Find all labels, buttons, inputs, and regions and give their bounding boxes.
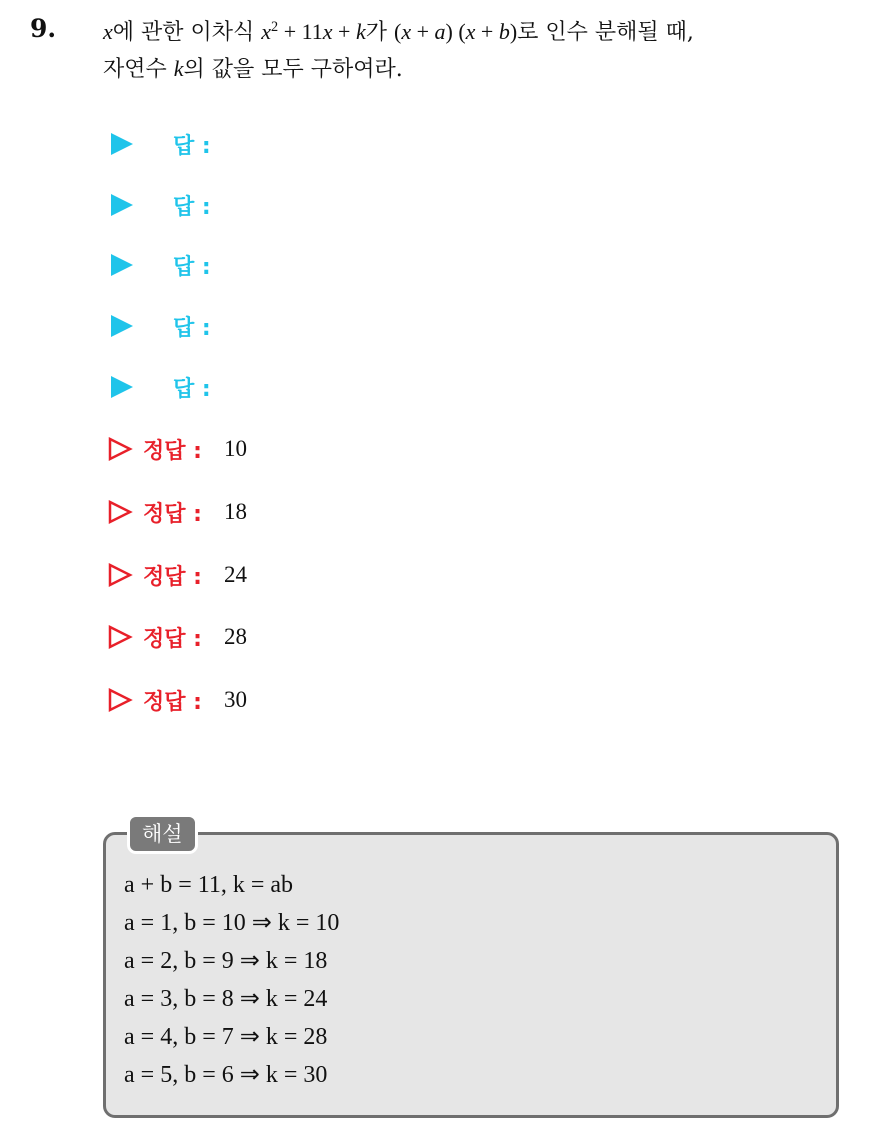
blank-answer-row[interactable] [107, 370, 211, 404]
outline-right-triangle-icon [107, 436, 133, 462]
solution-tag: 해설 [127, 814, 198, 854]
correct-answer-label: 정답 : [143, 438, 202, 464]
outline-right-triangle-icon [107, 499, 133, 525]
correct-answer-row [107, 495, 247, 529]
correct-answer-label: 정답 : [143, 501, 202, 527]
filled-right-triangle-icon [111, 133, 133, 155]
outline-right-triangle-icon [107, 687, 133, 713]
filled-right-triangle-icon [111, 376, 133, 398]
correct-answer-label: 정답 : [143, 689, 202, 715]
blank-answer-row[interactable] [107, 188, 211, 222]
blank-answer-label: 답 : [173, 133, 211, 159]
solution-line: a + b = 11, k = ab [124, 872, 294, 898]
correct-answer-value: 24 [223, 562, 247, 587]
blank-answer-label: 답 : [173, 376, 211, 402]
solution-line: a = 2, b = 9 ⇒ k = 18 [124, 948, 328, 974]
question-line-1: x에 관한 이차식 $x^2 + 11x + k$가 (x + a) (x + b)로 인수 분해될 때, [103, 19, 694, 45]
solution-line: a = 5, b = 6 ⇒ k = 30 [124, 1062, 328, 1088]
blank-answer-label: 답 : [173, 194, 211, 220]
outline-right-triangle-icon [107, 562, 133, 588]
solution-lines [124, 866, 339, 1094]
filled-right-triangle-icon [111, 194, 133, 216]
blank-answer-row[interactable] [107, 127, 211, 161]
correct-answer-label: 정답 : [143, 564, 202, 590]
correct-answer-value: 10 [223, 436, 247, 461]
outline-right-triangle-icon [107, 624, 133, 650]
filled-right-triangle-icon [111, 254, 133, 276]
correct-answer-label: 정답 : [143, 626, 202, 652]
solution-line: a = 1, b = 10 ⇒ k = 10 [124, 910, 340, 936]
solution-line: a = 4, b = 7 ⇒ k = 28 [124, 1024, 328, 1050]
blank-answer-row[interactable] [107, 309, 211, 343]
correct-answer-value: 18 [223, 499, 247, 524]
question-line-2: 자연수 k의 값을 모두 구하여라. [103, 56, 403, 82]
correct-answer-row [107, 558, 247, 592]
correct-answer-row [107, 620, 247, 654]
blank-answer-row[interactable] [107, 248, 211, 282]
filled-right-triangle-icon [111, 315, 133, 337]
question-number: 9. [30, 14, 57, 43]
blank-answer-label: 답 : [173, 254, 211, 280]
solution-line: a = 3, b = 8 ⇒ k = 24 [124, 986, 328, 1012]
correct-answer-row [107, 432, 247, 466]
correct-answer-value: 30 [223, 687, 247, 712]
blank-answer-label: 답 : [173, 315, 211, 341]
correct-answer-row [107, 683, 247, 717]
correct-answer-value: 28 [223, 624, 247, 649]
question-text [103, 14, 873, 88]
